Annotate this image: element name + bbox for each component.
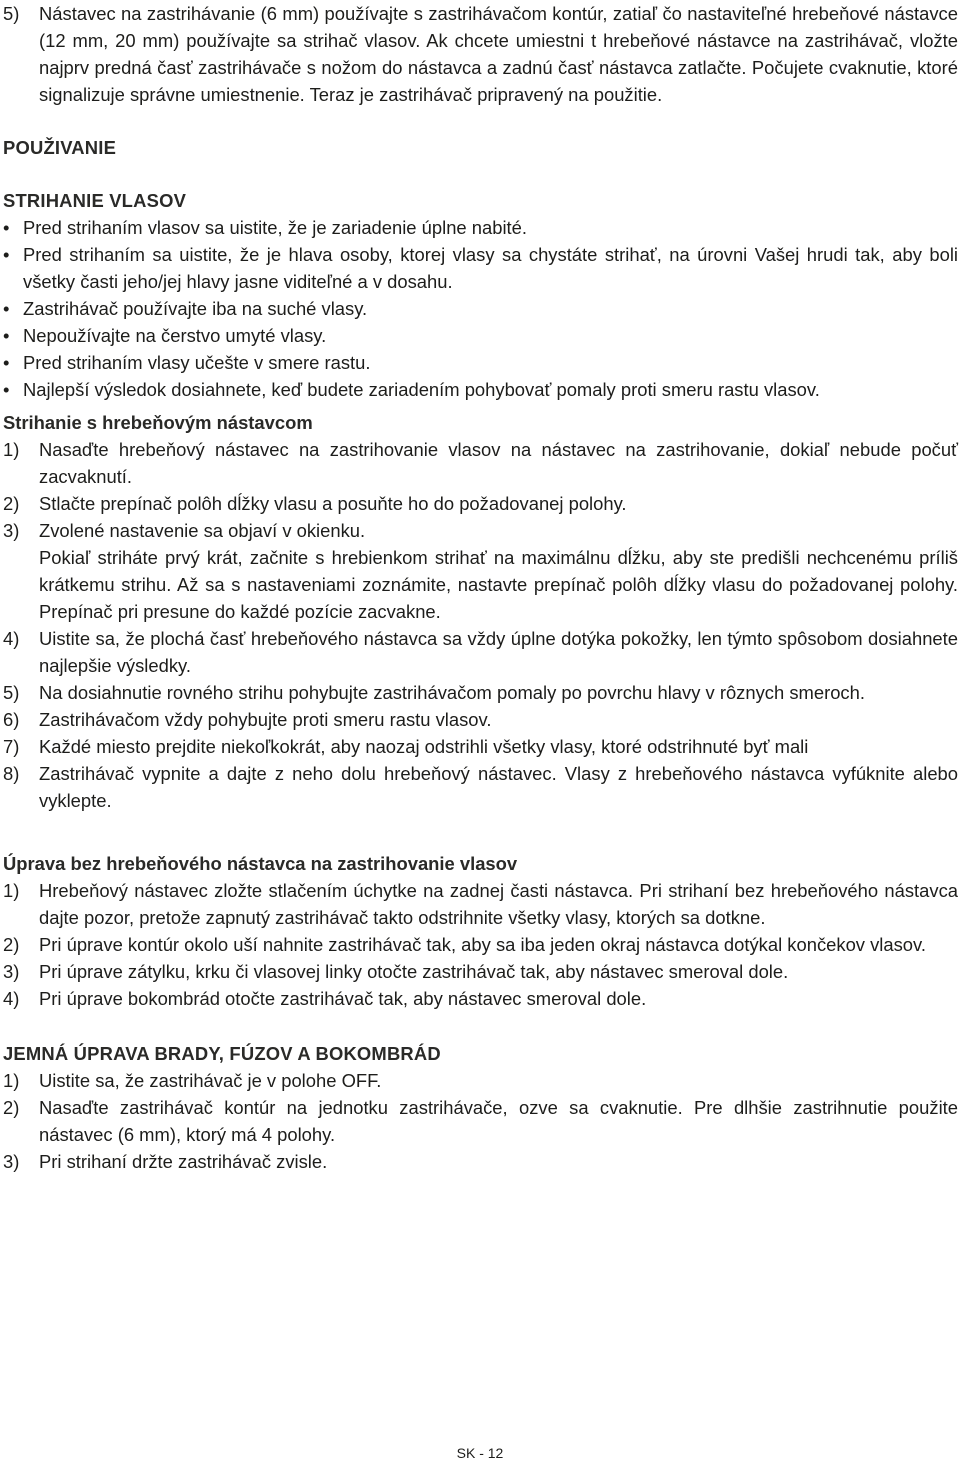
list-item-text: Na dosiahnutie rovného strihu pohybujte zastrihávačom pomaly po povrchu hlavy v rôznych smeroch. <box>39 682 865 703</box>
intro-item-number: 5) <box>3 3 20 24</box>
list-item-text: Hrebeňový nástavec zložte stlačením úchytke na zadnej časti nástavca. Pri strihaní bez hrebeňového nástavca dajte pozor, pretože zapnutý zastrihávač takto odstrihnite všetky vlasy, ktorých sa dotkne. <box>39 880 958 928</box>
intro-item <box>3 0 958 108</box>
bullet-marker: • <box>3 217 10 238</box>
list-item <box>3 241 958 295</box>
list-item-number: 1) <box>3 439 20 460</box>
list-item-text: Pred strihaním vlasy učešte v smere rastu. <box>23 352 371 373</box>
list-item-number: 3) <box>3 961 20 982</box>
intro-item-text: Nástavec na zastrihávanie (6 mm) používajte s zastrihávačom kontúr, zatiaľ čo nastaviteľné hrebeňové nástavce (12 mm, 20 mm) používajte sa strihač vlasov. Ak chcete umiestni t hrebeňové nástavce na zastrihávač, vložte najprv predná časť zastrihávače s nožom do nástavca a zadnú časť nástavca zatlačte. Počujete cvaknutie, ktoré signalizuje správne umiestnenie. Teraz je zastrihávač pripravený na použitie. <box>39 3 958 105</box>
list-item-number: 1) <box>3 1070 20 1091</box>
comb-heading: Strihanie s hrebeňovým nástavcom <box>3 412 313 433</box>
nocomb-list <box>3 877 958 1012</box>
list-item <box>3 679 958 706</box>
list-item-text: Zastrihávačom vždy pohybujte proti smeru rastu vlasov. <box>39 709 492 730</box>
list-item <box>3 877 958 931</box>
comb-list-2 <box>3 625 958 814</box>
list-item-text: Pred strihaním vlasov sa uistite, že je zariadenie úplne nabité. <box>23 217 527 238</box>
bullet-marker: • <box>3 379 10 400</box>
page-number: SK - 12 <box>456 1445 504 1461</box>
bullet-marker: • <box>3 244 10 265</box>
page-content <box>3 0 958 1175</box>
list-item <box>3 985 958 1012</box>
list-item <box>3 349 958 376</box>
list-item-number: 5) <box>3 682 20 703</box>
list-item <box>3 322 958 349</box>
list-item-number: 3) <box>3 520 20 541</box>
list-item-number: 8) <box>3 763 20 784</box>
list-item-number: 3) <box>3 1151 20 1172</box>
list-item <box>3 931 958 958</box>
list-item <box>3 733 958 760</box>
list-item <box>3 706 958 733</box>
list-item-text: Uistite sa, že zastrihávač je v polohe OFF. <box>39 1070 382 1091</box>
list-item-number: 2) <box>3 493 20 514</box>
list-item-number: 6) <box>3 709 20 730</box>
usage-heading: POUŽIVANIE <box>3 137 117 158</box>
list-item <box>3 1148 958 1175</box>
list-item <box>3 958 958 985</box>
list-item <box>3 517 958 544</box>
list-item-number: 4) <box>3 628 20 649</box>
list-item-number: 2) <box>3 1097 20 1118</box>
bullet-marker: • <box>3 298 10 319</box>
list-item-text: Nepoužívajte na čerstvo umyté vlasy. <box>23 325 327 346</box>
list-item-text: Nasaďte hrebeňový nástavec na zastrihovanie vlasov na nástavec na zastrihovanie, dokiaľ nebude počuť zacvaknutí. <box>39 439 958 487</box>
intro-list <box>3 0 958 108</box>
list-item-text: Uistite sa, že plochá časť hrebeňového nástavca sa vždy úplne dotýka pokožky, len týmto spôsobom dosiahnete najlepšie výsledky. <box>39 628 958 676</box>
list-item <box>3 760 958 814</box>
bullet-marker: • <box>3 325 10 346</box>
list-item-text: Pri úprave kontúr okolo uší nahnite zastrihávač tak, aby sa iba jeden okraj nástavca dotýkal končekov vlasov. <box>39 934 926 955</box>
list-item-text: Najlepší výsledok dosiahnete, keď budete zariadením pohybovať pomaly proti smeru rastu vlasov. <box>23 379 820 400</box>
list-item <box>3 625 958 679</box>
list-item-text: Stlačte prepínač polôh dĺžky vlasu a posuňte ho do požadovanej polohy. <box>39 493 627 514</box>
nocomb-heading: Úprava bez hrebeňového nástavca na zastrihovanie vlasov <box>3 853 518 874</box>
list-item-number: 2) <box>3 934 20 955</box>
list-item <box>3 1094 958 1148</box>
bullet-marker: • <box>3 352 10 373</box>
list-item-number: 1) <box>3 880 20 901</box>
comb-continuation <box>3 544 958 625</box>
list-item <box>3 214 958 241</box>
list-item <box>3 376 958 403</box>
usage-bullet-list <box>3 214 958 403</box>
list-item <box>3 436 958 490</box>
list-item-text: Pred strihaním sa uistite, že je hlava osoby, ktorej vlasy sa chystáte strihať, na úrovni Vašej hrudi tak, aby boli všetky časti jeho/jej hlavy jasne viditeľné a v dosahu. <box>23 244 958 292</box>
list-item-number: 7) <box>3 736 20 757</box>
list-item-text: Pri úprave zátylku, krku či vlasovej linky otočte zastrihávač tak, aby nástavec smeroval dole. <box>39 961 789 982</box>
list-item-text: Každé miesto prejdite niekoľkokrát, aby naozaj odstrihli všetky vlasy, ktoré odstrihnuté byť mali <box>39 736 809 757</box>
list-item-text: Zvolené nastavenie sa objaví v okienku. <box>39 520 366 541</box>
list-item-text: Pri strihaní držte zastrihávač zvisle. <box>39 1151 328 1172</box>
list-item <box>3 1067 958 1094</box>
beard-heading: JEMNÁ ÚPRAVA BRADY, FÚZOV A BOKOMBRÁD <box>3 1043 441 1064</box>
comb-list <box>3 436 958 544</box>
list-item-text: Zastrihávač používajte iba na suché vlasy. <box>23 298 368 319</box>
continuation-text: Pokiaľ striháte prvý krát, začnite s hrebienkom strihať na maximálnu dĺžku, aby ste predišli nechcenému príliš krátkemu strihu. Až sa s nastaveniami zoznámite, nastavte prepínač polôh dĺžky vlasu do požadovanej polohy. Prepínač pri presune do každé pozície zacvakne. <box>39 547 958 622</box>
list-item-text: Pri úprave bokombrád otočte zastrihávač tak, aby nástavec smeroval dole. <box>39 988 647 1009</box>
list-item <box>3 295 958 322</box>
beard-list <box>3 1067 958 1175</box>
list-item-number: 4) <box>3 988 20 1009</box>
haircut-heading: STRIHANIE VLASOV <box>3 190 187 211</box>
list-item-text: Nasaďte zastrihávač kontúr na jednotku zastrihávače, ozve sa cvaknutie. Pre dlhšie zastrihnutie použite nástavec (6 mm), ktorý má 4 polohy. <box>39 1097 958 1145</box>
list-item <box>3 490 958 517</box>
list-item-text: Zastrihávač vypnite a dajte z neho dolu hrebeňový nástavec. Vlasy z hrebeňového nástavca vyfúknite alebo vyklepte. <box>39 763 958 811</box>
